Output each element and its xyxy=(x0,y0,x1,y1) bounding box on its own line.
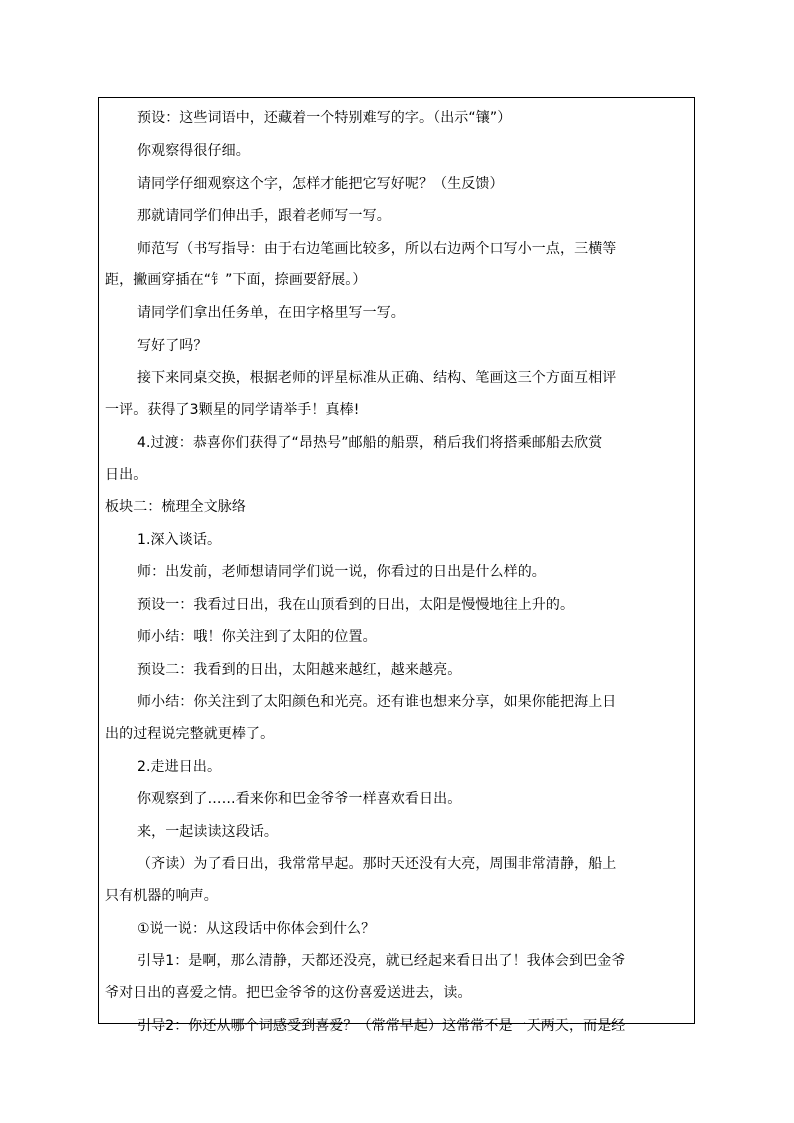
section-heading: 板块二：梳理全文脉络 xyxy=(105,499,246,515)
text-line: 来，一起读读这段话。 xyxy=(137,824,278,840)
text-line: 预设：这些词语中，还藏着一个特别难写的字。（出示“镶”） xyxy=(137,110,512,126)
text-line: 师小结：哦！你关注到了太阳的位置。 xyxy=(137,629,377,645)
text-line: 师小结：你关注到了太阳颜色和光亮。还有谁也想来分享，如果你能把海上日 xyxy=(137,694,617,710)
text-line: 接下来同桌交换，根据老师的评星标准从正确、结构、笔画这三个方面互相评 xyxy=(137,370,617,386)
text-line: 请同学们拿出任务单，在田字格里写一写。 xyxy=(137,305,405,321)
text-line: 只有机器的响声。 xyxy=(105,888,218,904)
text-line: 那就请同学们伸出手，跟着老师写一写。 xyxy=(137,208,391,224)
text-line: 师范写（书写指导：由于右边笔画比较多，所以右边两个口写小一点，三横等 xyxy=(137,241,617,257)
text-line: 距，撇画穿插在“钅”下面，捺画要舒展。） xyxy=(105,272,367,288)
text-line: 引导1：是啊，那么清静，天都还没亮，就已经起来看日出了！我体会到巴金爷 xyxy=(137,953,626,969)
text-line: ①说一说：从这段话中你体会到什么？ xyxy=(137,921,376,937)
text-line: 师：出发前，老师想请同学们说一说，你看过的日出是什么样的。 xyxy=(137,564,546,580)
document-frame xyxy=(98,97,695,1034)
text-line: 2.走进日出。 xyxy=(137,759,222,775)
text-line: 出的过程说完整就更棒了。 xyxy=(105,726,275,742)
text-line: 一评。获得了3颗星的同学请举手！真棒! xyxy=(105,402,360,418)
text-line: 日出。 xyxy=(105,467,148,483)
text-line: 预设二：我看到的日出，太阳越来越红，越来越亮。 xyxy=(137,662,462,678)
text-line: 1.深入谈话。 xyxy=(137,532,222,548)
text-line: 爷对日出的喜爱之情。把巴金爷爷的这份喜爱送进去，读。 xyxy=(105,985,472,1001)
text-line: 引导2：你还从哪个词感受到喜爱？（常常早起）这常常不是一天两天，而是经 xyxy=(137,1018,626,1034)
text-line: 4.过渡：恭喜你们获得了“昂热号”邮船的船票，稍后我们将搭乘邮船去欣赏 xyxy=(137,435,603,451)
text-line: （齐读）为了看日出，我常常早起。那时天还没有大亮，周围非常清静，船上 xyxy=(137,856,617,872)
text-line: 预设一：我看过日出，我在山顶看到的日出，太阳是慢慢地往上升的。 xyxy=(137,597,575,613)
text-line: 你观察得很仔细。 xyxy=(137,143,250,159)
text-line: 你观察到了……看来你和巴金爷爷一样喜欢看日出。 xyxy=(137,791,462,807)
text-line: 写好了吗？ xyxy=(137,338,208,354)
text-line: 请同学仔细观察这个字，怎样才能把它写好呢？（生反馈） xyxy=(137,176,504,192)
